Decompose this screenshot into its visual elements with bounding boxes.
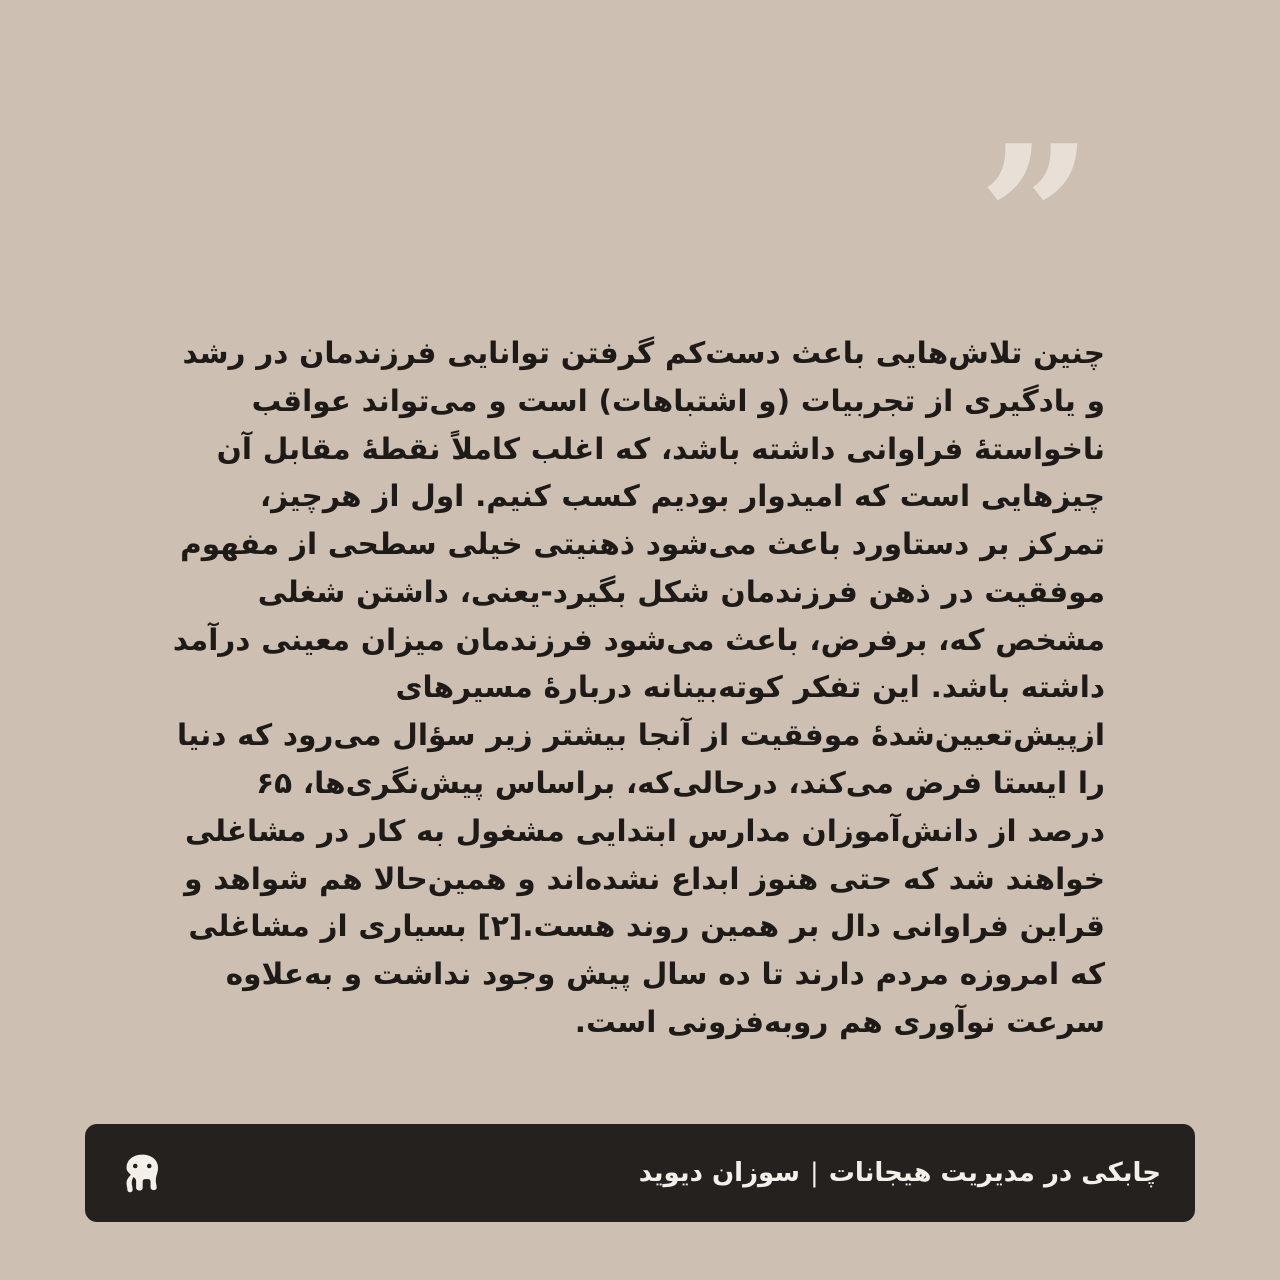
footer-bar (85, 1124, 1195, 1222)
footer-separator: | (809, 1158, 819, 1188)
footer-attribution (639, 1158, 1161, 1188)
book-title: چابکی در مدیریت هیجانات (828, 1158, 1161, 1188)
author-name: سوزان دیوید (638, 1158, 800, 1188)
quotation-mark-icon: ” (977, 102, 1095, 337)
quote-text-block (170, 330, 1105, 1047)
quote-paragraph: چنین تلاش‌هایی باعث دست‌کم گرفتن توانایی فرزندمان در رشد و یادگیری از تجربیات (و اشتباهات) است و می‌تواند عواقب ناخواستهٔ فراوانی داشته باشد، که اغلب کاملاً نقطهٔ مقابل آن چیزهایی است که امیدوار بودیم کسب کنیم. اول از هرچیز، تمرکز بر دستاورد باعث می‌شود ذهنیتی خیلی سطحی از مفهوم موفقیت در ذهن فرزندمان شکل بگیرد-یعنی، داشتن شغلی مشخص که، برفرض، باعث می‌شود فرزندمان میزان معینی درآمد داشته باشد. این تفکر کوته‌بینانه دربارهٔ مسیرهای ازپیش‌تعیین‌شدهٔ موفقیت از آنجا بیشتر زیر سؤال می‌رود که دنیا را ایستا فرض می‌کند، درحالی‌که، براساس پیش‌نگری‌ها، ۶۵ درصد از دانش‌آموزان مدارس ابتدایی مشغول به کار در مشاغلی خواهند شد که حتی هنوز ابداع نشده‌اند و همین‌حالا هم شواهد و قراین فراوانی دال بر همین روند هست.[۲] بسیاری از مشاغلی که امروزه مردم دارند تا ده سال پیش وجود نداشت و به‌علاوه سرعت نوآوری هم روبه‌فزونی است. (172, 336, 1105, 1039)
elephant-logo-icon (115, 1144, 173, 1202)
